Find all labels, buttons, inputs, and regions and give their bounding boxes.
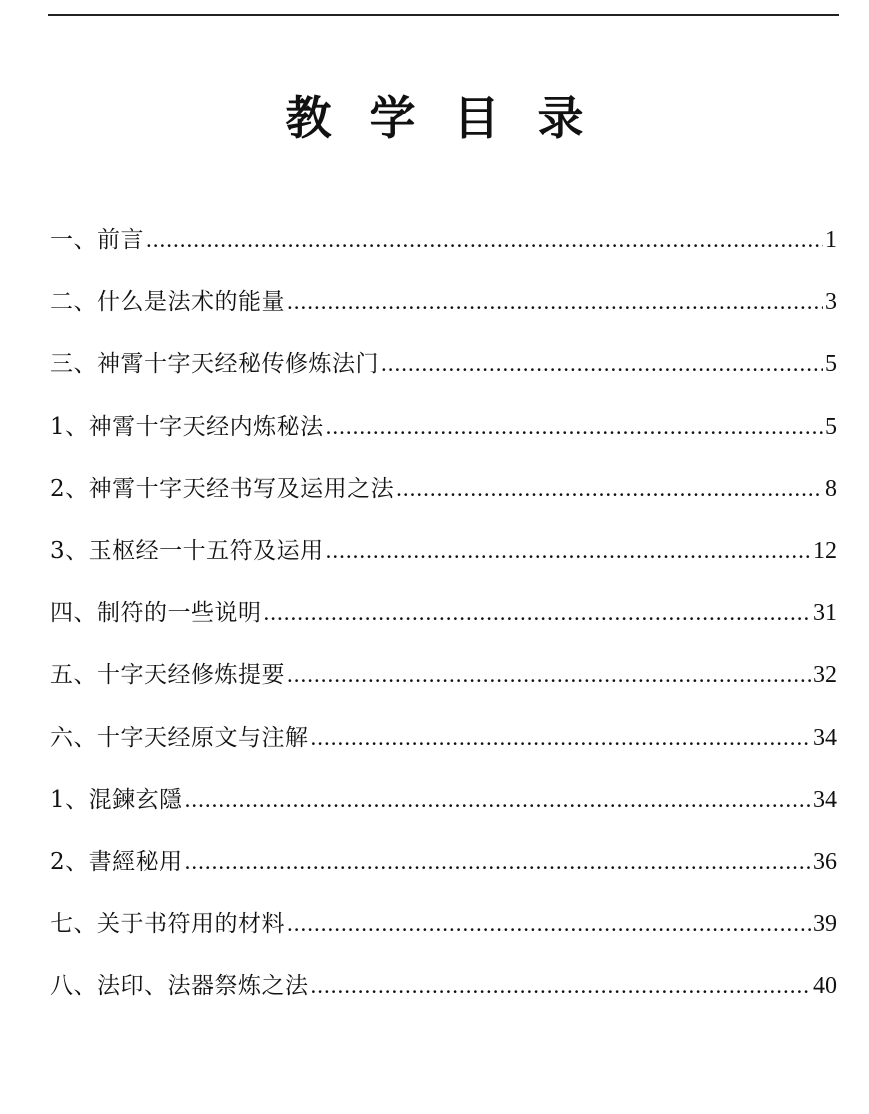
toc-entry-page: 40	[813, 973, 837, 1000]
toc-entry-label: 2、神霄十字天经书写及运用之法	[50, 475, 395, 502]
toc-entry-page: 5	[825, 351, 837, 378]
toc-entry-page: 12	[813, 537, 837, 564]
toc-entry[interactable]	[50, 533, 837, 595]
dot-leader	[287, 284, 823, 320]
dot-leader	[287, 906, 811, 942]
toc-entry-label: 八、法印、法器祭炼之法	[50, 973, 309, 1000]
dot-leader	[381, 346, 823, 382]
dot-leader	[185, 844, 811, 880]
page-title: 教学目录	[285, 91, 622, 145]
toc-entry-page: 8	[825, 475, 837, 502]
toc-entry[interactable]	[50, 844, 837, 906]
toc-entry-label: 3、玉枢经一十五符及运用	[50, 537, 324, 564]
toc-entry-label: 五、十字天经修炼提要	[50, 662, 285, 689]
dot-leader	[146, 222, 823, 258]
toc-entry[interactable]	[50, 782, 837, 844]
dot-leader	[311, 720, 812, 756]
toc-entry[interactable]	[50, 409, 837, 471]
toc-entry-label: 六、十字天经原文与注解	[50, 724, 309, 751]
toc-entry-page: 5	[825, 413, 837, 440]
dot-leader	[396, 471, 823, 507]
toc-entry[interactable]	[50, 968, 837, 1030]
toc-entry[interactable]	[50, 657, 837, 719]
dot-leader	[326, 409, 823, 445]
toc-entry-label: 2、書經秘用	[50, 848, 183, 875]
toc-entry-page: 1	[825, 227, 837, 253]
toc-entry-label: 四、制符的一些说明	[50, 600, 262, 627]
toc-entry-page: 34	[813, 786, 837, 813]
toc-entry-label: 1、神霄十字天经内炼秘法	[50, 413, 324, 440]
header-rule	[48, 14, 839, 16]
toc-entry-page: 3	[825, 289, 837, 316]
toc-entry-label: 二、什么是法术的能量	[50, 289, 285, 316]
toc-entry[interactable]	[50, 720, 837, 782]
toc-entry-page: 34	[813, 724, 837, 751]
dot-leader	[264, 595, 812, 631]
toc-entry-page: 39	[813, 911, 837, 938]
toc-entry-label: 三、神霄十字天经秘传修炼法门	[50, 351, 379, 378]
toc-entry-label: 一、前言	[50, 227, 144, 253]
toc-entry-label: 1、混鍊玄隱	[50, 786, 183, 813]
toc-entry-page: 32	[813, 662, 837, 689]
toc-entry[interactable]	[50, 595, 837, 657]
toc-entry-page: 36	[813, 848, 837, 875]
toc-entry[interactable]	[50, 346, 837, 408]
toc-entry[interactable]	[50, 471, 837, 533]
dot-leader	[311, 968, 812, 1004]
dot-leader	[287, 657, 811, 693]
dot-leader	[326, 533, 811, 569]
toc-entry-label: 七、关于书符用的材料	[50, 911, 285, 938]
toc-entry[interactable]	[50, 284, 837, 346]
toc-entry[interactable]	[50, 906, 837, 968]
dot-leader	[185, 782, 811, 818]
toc-entry[interactable]	[50, 222, 837, 284]
table-of-contents	[50, 222, 837, 1030]
toc-entry-page: 31	[813, 600, 837, 627]
